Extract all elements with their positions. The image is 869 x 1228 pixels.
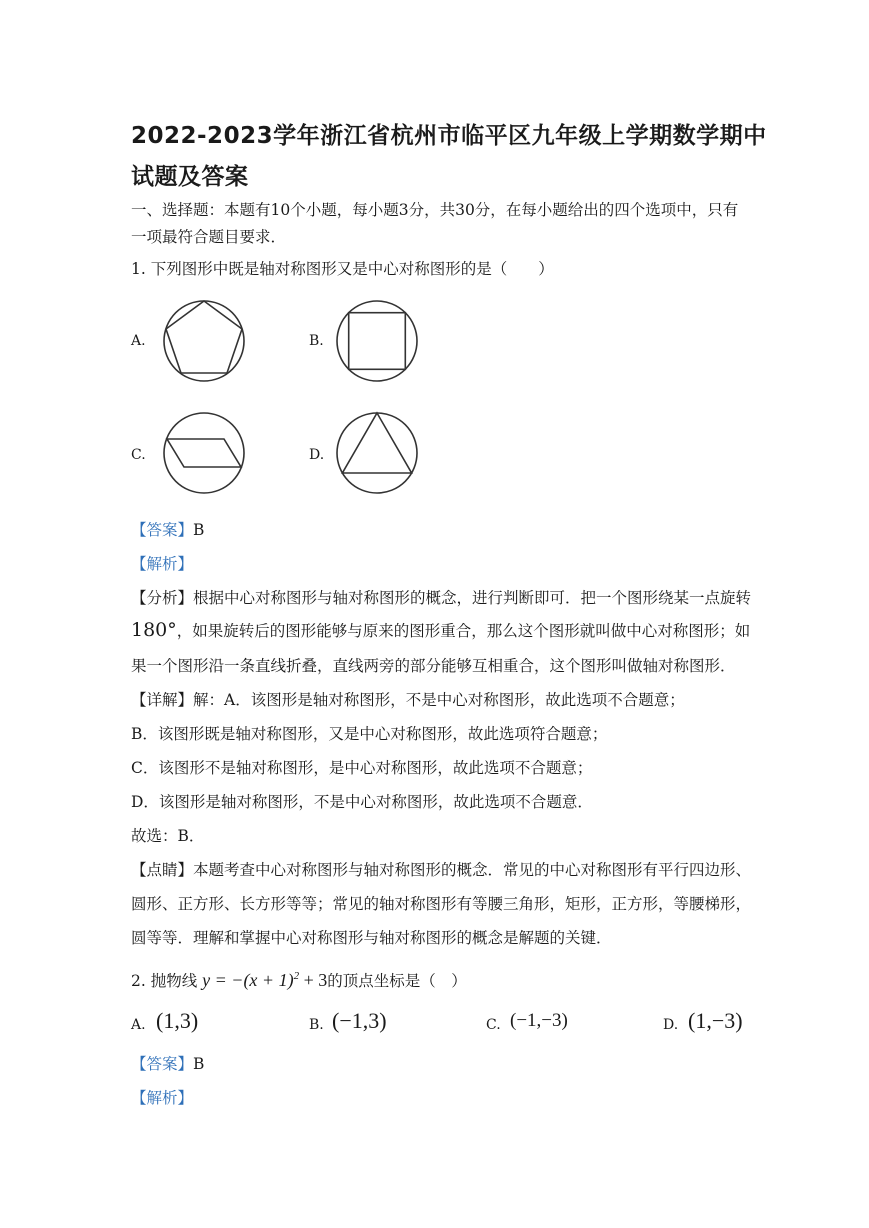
dianjing-line3: 圆等等．理解和掌握中心对称图形与轴对称图形的概念是解题的关键． [131,929,612,947]
q2-option-d-label: D. [663,1017,679,1033]
q2-option-b-label: B. [309,1017,324,1033]
option-c-label: C. [131,447,146,463]
answer-tag: 【答案】 [131,521,194,539]
explanation-d: D．该图形是轴对称图形，不是中心对称图形，故此选项不合题意． [131,793,593,811]
q2-answer-value: B [193,1055,205,1073]
q2-option-d-value: (1,−3) [688,1008,743,1033]
square-in-circle-figure [334,298,420,384]
q2-stem-post: 的顶点坐标是（ ） [327,972,467,990]
q2-eq-main: y = −(x + 1) [202,970,294,990]
q2-option-a-value: (1,3) [156,1008,199,1033]
q2-option-c-value: (−1,−3) [510,1010,568,1031]
answer-value: B [193,521,205,539]
q2-analysis-tag: 【解析】 [131,1089,194,1107]
explanation-c: C．该图形不是轴对称图形，是中心对称图形，故此选项不合题意； [131,759,593,777]
choose-line: 故选：B． [131,827,205,845]
q2-stem-pre: 2. 抛物线 [131,972,198,990]
xiangjie-text-1: 解：A．该图形是轴对称图形，不是中心对称图形，故此选项不合题意； [193,691,685,709]
page-title-continued: 试题及答案 [131,164,249,190]
dianjing-line2: 圆形、正方形、长方形等等；常见的轴对称图形有等腰三角形，矩形，正方形，等腰梯形， [131,895,752,913]
pentagon-in-circle-figure [161,298,247,384]
fenxi-text-1: 根据中心对称图形与轴对称图形的概念，进行判断即可．把一个图形绕某一点旋转 [193,589,752,607]
q2-option-c-label: C. [486,1017,501,1033]
dianjing-text-1: 本题考查中心对称图形与轴对称图形的概念．常见的中心对称图形有平行四边形、 [193,861,752,879]
question-1-stem: 1. 下列图形中既是轴对称图形又是中心对称图形的是（ ） [131,260,554,278]
question-2-stem [131,966,467,991]
question-2-answer [131,1054,204,1074]
q2-option-a-label: A. [131,1017,146,1033]
fenxi-line2 [131,620,750,641]
q2-eq-exponent: 2 [293,970,300,982]
xiangjie-tag: 【详解】 [131,691,194,709]
triangle-in-circle-figure [334,410,420,496]
fenxi-line1 [131,588,751,608]
q2-eq-post: + 3 [299,970,328,990]
section-instructions-line2: 一项最符合题目要求． [131,228,287,246]
fenxi-tag: 【分析】 [131,589,194,607]
page-title: 2022-2023学年浙江省杭州市临平区九年级上学期数学期中 [131,123,767,149]
parallelogram-in-circle-figure [161,410,247,496]
dianjing-line1 [131,860,751,880]
q2-option-b-value: (−1,3) [332,1008,387,1033]
fenxi-text-2: ，如果旋转后的图形能够与原来的图形重合，那么这个图形就叫做中心对称图形；如 [176,622,751,640]
dianjing-tag: 【点睛】 [131,861,194,879]
q2-equation [202,970,327,990]
question-1-answer [131,520,204,540]
option-d-label: D. [309,447,325,463]
fenxi-line3: 果一个图形沿一条直线折叠，直线两旁的部分能够互相重合，这个图形叫做轴对称图形． [131,657,736,675]
option-b-label: B. [309,333,324,349]
xiangjie-line1 [131,690,685,710]
explanation-b: B．该图形既是轴对称图形，又是中心对称图形，故此选项符合题意； [131,725,608,743]
option-a-label: A. [131,333,146,349]
fenxi-angle: 180° [131,619,177,641]
q2-answer-tag: 【答案】 [131,1055,194,1073]
analysis-tag: 【解析】 [131,555,194,573]
section-instructions-line1: 一、选择题：本题有10个小题，每小题3分，共30分，在每小题给出的四个选项中，只有 [131,201,739,219]
